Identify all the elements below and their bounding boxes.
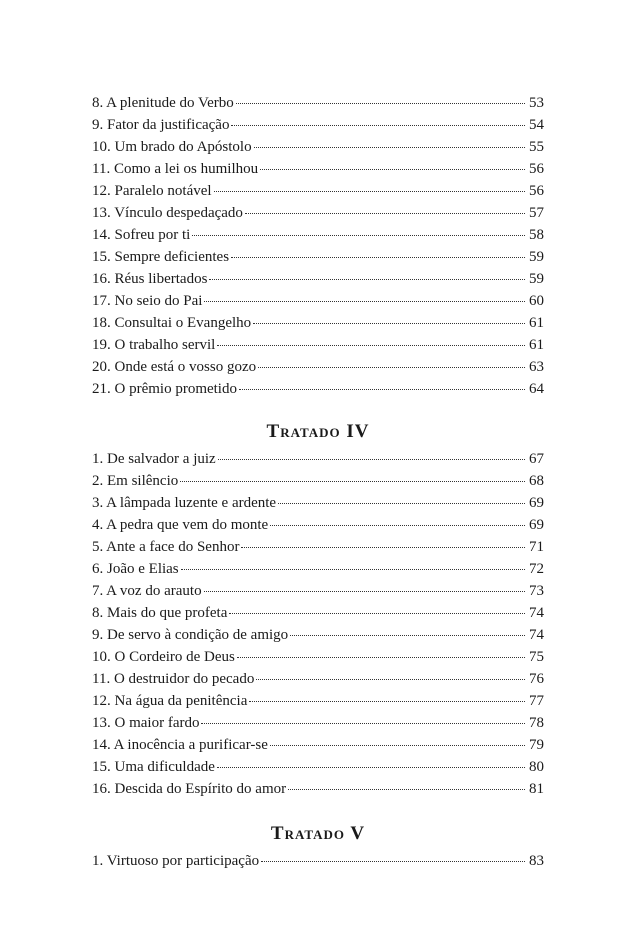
toc-entry-title: 20. Onde está o vosso gozo (92, 359, 257, 375)
toc-entry-page: 78 (529, 715, 544, 731)
toc-entry[interactable] (92, 470, 544, 492)
toc-entry-title: 8. A plenitude do Verbo (92, 95, 234, 111)
toc-section-tratado-v (92, 822, 544, 872)
toc-entry-page: 74 (529, 605, 544, 621)
toc-entry[interactable] (92, 312, 544, 334)
dot-leader (214, 191, 525, 192)
toc-entry-title: 3. A lâmpada luzente e ardente (92, 495, 277, 511)
toc-entry-title: 9. De servo à condição de amigo (92, 627, 289, 643)
toc-entry-title: 11. Como a lei os humilhou (92, 161, 259, 177)
toc-entry-page: 59 (529, 271, 544, 287)
toc-entry-title: 1. De salvador a juiz (92, 451, 216, 467)
toc-entry-title: 14. Sofreu por ti (92, 227, 191, 243)
toc-entry[interactable] (92, 756, 544, 778)
toc-entry-title: 1. Virtuoso por participação (92, 853, 260, 869)
toc-entry-page: 56 (529, 183, 544, 199)
toc-entry[interactable] (92, 624, 544, 646)
toc-entry-page: 77 (529, 693, 544, 709)
toc-entry-page: 55 (529, 139, 544, 155)
toc-entry-page: 54 (529, 117, 544, 133)
toc-entry[interactable] (92, 580, 544, 602)
toc-entry[interactable] (92, 290, 544, 312)
toc-entry-title: 12. Na água da penitência (92, 693, 248, 709)
dot-leader (245, 213, 525, 214)
toc-entry-title: 13. Vínculo despedaçado (92, 205, 243, 221)
toc-entry[interactable] (92, 334, 544, 356)
toc-entry[interactable] (92, 224, 544, 246)
toc-section-tratado-iv (92, 420, 544, 800)
toc-entry[interactable] (92, 448, 544, 470)
toc-entry[interactable] (92, 202, 544, 224)
toc-entry-page: 58 (529, 227, 544, 243)
toc-entry-page: 63 (529, 359, 544, 375)
toc-entry-page: 61 (529, 337, 544, 353)
dot-leader (260, 169, 525, 170)
toc-entry-page: 76 (529, 671, 544, 687)
toc-entry[interactable] (92, 356, 544, 378)
dot-leader (239, 389, 525, 390)
toc-entry-page: 71 (529, 539, 544, 555)
toc-entry[interactable] (92, 690, 544, 712)
toc-entry-title: 15. Sempre deficientes (92, 249, 230, 265)
toc-entry-title: 21. O prêmio prometido (92, 381, 237, 397)
toc-entry-page: 59 (529, 249, 544, 265)
toc-entry-page: 68 (529, 473, 544, 489)
toc-entry-page: 69 (529, 495, 544, 511)
dot-leader (217, 767, 525, 768)
dot-leader (204, 591, 525, 592)
dot-leader (192, 235, 525, 236)
dot-leader (237, 657, 525, 658)
dot-leader (241, 547, 525, 548)
toc-entry-page: 81 (529, 781, 544, 797)
toc-entry-page: 79 (529, 737, 544, 753)
dot-leader (181, 569, 525, 570)
toc-entry-title: 11. O destruidor do pecado (92, 671, 255, 687)
dot-leader (254, 147, 525, 148)
toc-entry-title: 12. Paralelo notável (92, 183, 212, 199)
dot-leader (231, 125, 525, 126)
dot-leader (229, 613, 525, 614)
toc-entry-page: 60 (529, 293, 544, 309)
dot-leader (253, 323, 525, 324)
toc-entry-title: 14. A inocência a purificar-se (92, 737, 268, 753)
toc-entry-page: 72 (529, 561, 544, 577)
dot-leader (278, 503, 525, 504)
toc-entry[interactable] (92, 850, 544, 872)
toc-entry-title: 19. O trabalho servil (92, 337, 216, 353)
dot-leader (249, 701, 525, 702)
toc-entry-title: 15. Uma dificuldade (92, 759, 215, 775)
dot-leader (231, 257, 525, 258)
toc-entry-page: 83 (529, 853, 544, 869)
toc-entry-title: 13. O maior fardo (92, 715, 200, 731)
toc-entry-title: 8. Mais do que profeta (92, 605, 228, 621)
section-heading: Tratado V (270, 823, 366, 844)
toc-entry[interactable] (92, 712, 544, 734)
toc-entry-page: 69 (529, 517, 544, 533)
dot-leader (258, 367, 525, 368)
toc-entry[interactable] (92, 602, 544, 624)
toc-entry-title: 7. A voz do arauto (92, 583, 202, 599)
toc-section-continuation (92, 92, 544, 400)
toc-entry[interactable] (92, 92, 544, 114)
dot-leader (217, 345, 525, 346)
toc-entry-page: 75 (529, 649, 544, 665)
toc-entry-title: 18. Consultai o Evangelho (92, 315, 252, 331)
dot-leader (290, 635, 525, 636)
toc-entry[interactable] (92, 158, 544, 180)
dot-leader (209, 279, 525, 280)
toc-entry-title: 10. O Cordeiro de Deus (92, 649, 235, 665)
toc-entry-title: 2. Em silêncio (92, 473, 179, 489)
dot-leader (288, 789, 525, 790)
toc-entry-page: 73 (529, 583, 544, 599)
dot-leader (236, 103, 525, 104)
dot-leader (204, 301, 525, 302)
section-heading: Tratado IV (266, 421, 370, 442)
toc-entry[interactable] (92, 668, 544, 690)
toc-entry[interactable] (92, 246, 544, 268)
toc-entry[interactable] (92, 536, 544, 558)
toc-entry-page: 56 (529, 161, 544, 177)
dot-leader (218, 459, 525, 460)
dot-leader (270, 525, 525, 526)
toc-entry[interactable] (92, 778, 544, 800)
toc-entry[interactable] (92, 514, 544, 536)
toc-entry[interactable] (92, 114, 544, 136)
toc-entry-page: 64 (529, 381, 544, 397)
table-of-contents (92, 92, 544, 872)
dot-leader (261, 861, 525, 862)
toc-entry[interactable] (92, 492, 544, 514)
toc-entry-page: 53 (529, 95, 544, 111)
toc-entry-page: 80 (529, 759, 544, 775)
dot-leader (201, 723, 525, 724)
toc-entry[interactable] (92, 268, 544, 290)
toc-entry-title: 5. Ante a face do Senhor (92, 539, 240, 555)
toc-entry[interactable] (92, 646, 544, 668)
dot-leader (270, 745, 525, 746)
dot-leader (256, 679, 525, 680)
toc-entry[interactable] (92, 558, 544, 580)
toc-entry[interactable] (92, 180, 544, 202)
toc-entry-page: 61 (529, 315, 544, 331)
toc-entry[interactable] (92, 136, 544, 158)
toc-entry-page: 74 (529, 627, 544, 643)
toc-entry-title: 16. Descida do Espírito do amor (92, 781, 287, 797)
toc-entry-title: 16. Réus libertados (92, 271, 208, 287)
dot-leader (180, 481, 525, 482)
toc-entry-title: 9. Fator da justificação (92, 117, 230, 133)
toc-entry-title: 10. Um brado do Apóstolo (92, 139, 252, 155)
toc-entry[interactable] (92, 734, 544, 756)
toc-entry-title: 4. A pedra que vem do monte (92, 517, 269, 533)
toc-entry[interactable] (92, 378, 544, 400)
toc-entry-page: 67 (529, 451, 544, 467)
toc-entry-title: 6. João e Elias (92, 561, 179, 577)
toc-entry-title: 17. No seio do Pai (92, 293, 203, 309)
toc-entry-page: 57 (529, 205, 544, 221)
